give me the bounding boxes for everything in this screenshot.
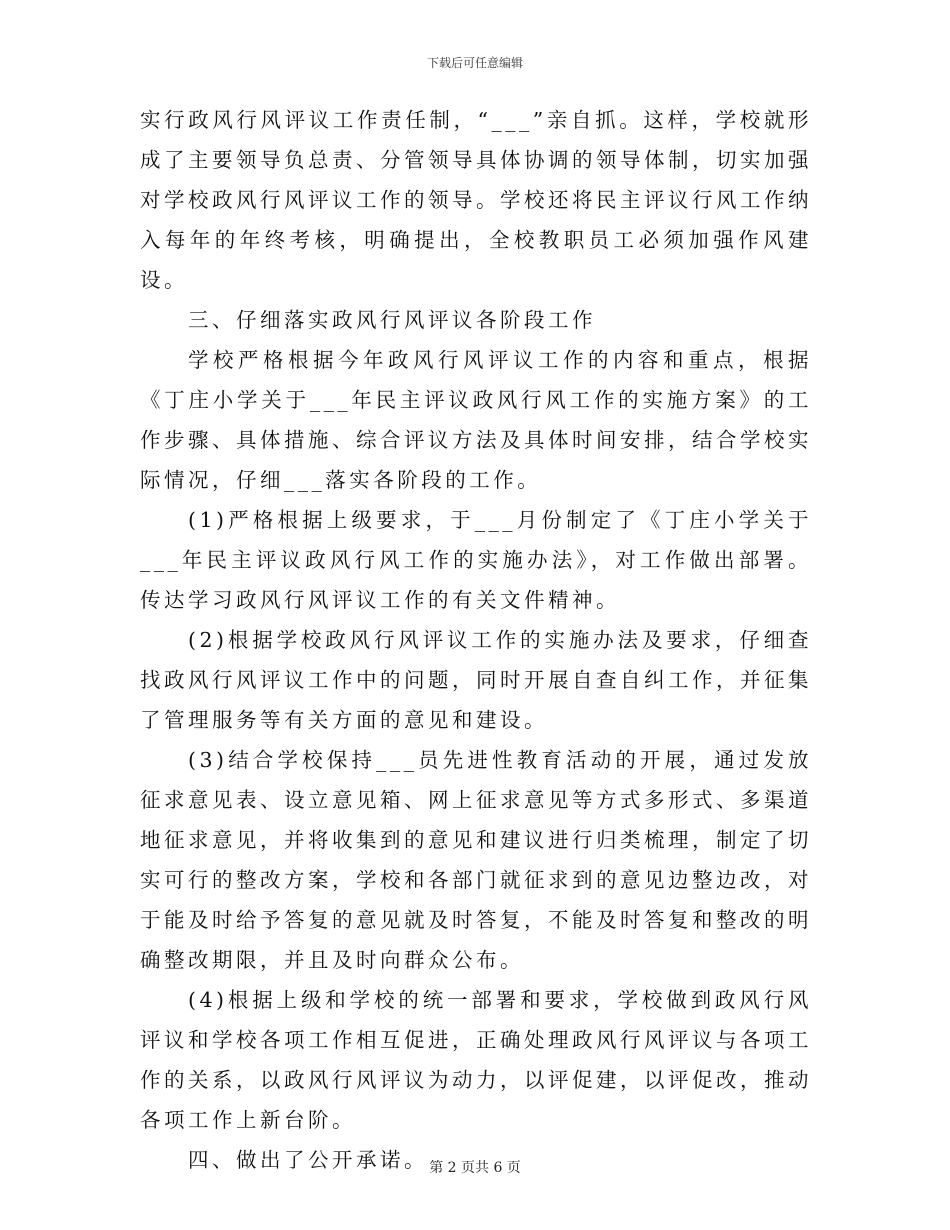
page-header: 下载后可任意编辑 (426, 56, 523, 70)
list-item-3: (3)结合学校保持___员先进性教育活动的开展，通过发放征求意见表、设立意见箱、网上征求意见等方式多形式、多渠道地征求意见，并将收集到的意见和建议进行归类梳理，制定了切实可行的整改方案，学校和各部门就征求到的意见边整边改，对于能及时给予答复的意见就及时答复，不能及时答复和整改的明确整改期限，并且及时向群众公布。 (140, 748, 812, 972)
section-heading-3: 三、仔细落实政风行风评议各阶段工作 (188, 308, 596, 332)
page-footer: 第 2 页共 6 页 (429, 1160, 521, 1176)
list-item-2: (2)根据学校政风行风评议工作的实施办法及要求，仔细查找政风行风评议工作中的问题，同时开展自查自纠工作，并征集了管理服务等有关方面的意见和建设。 (140, 628, 812, 732)
paragraph-1: 实行政风行风评议工作责任制，“___”亲自抓。这样，学校就形成了主要领导负总责、分管领导具体协调的领导体制，切实加强对学校政风行风评议工作的领导。学校还将民主评议行风工作纳入每年的年终考核，明确提出，全校教职员工必须加强作风建设。 (140, 108, 812, 292)
document-body (140, 100, 812, 1180)
paragraph-3: 学校严格根据今年政风行风评议工作的内容和重点，根据《丁庄小学关于___年民主评议政风行风工作的实施方案》的工作步骤、具体措施、综合评议方法及具体时间安排，结合学校实际情况，仔细___落实各阶段的工作。 (140, 348, 812, 492)
section-heading-4: 四、做出了公开承诺。 (188, 1148, 428, 1172)
list-item-4: (4)根据上级和学校的统一部署和要求，学校做到政风行风评议和学校各项工作相互促进，正确处理政风行风评议与各项工作的关系，以政风行风评议为动力，以评促建，以评促改，推动各项工作上新台阶。 (140, 988, 812, 1132)
list-item-1: (1)严格根据上级要求，于___月份制定了《丁庄小学关于___年民主评议政风行风工作的实施办法》，对工作做出部署。传达学习政风行风评议工作的有关文件精神。 (140, 508, 812, 612)
